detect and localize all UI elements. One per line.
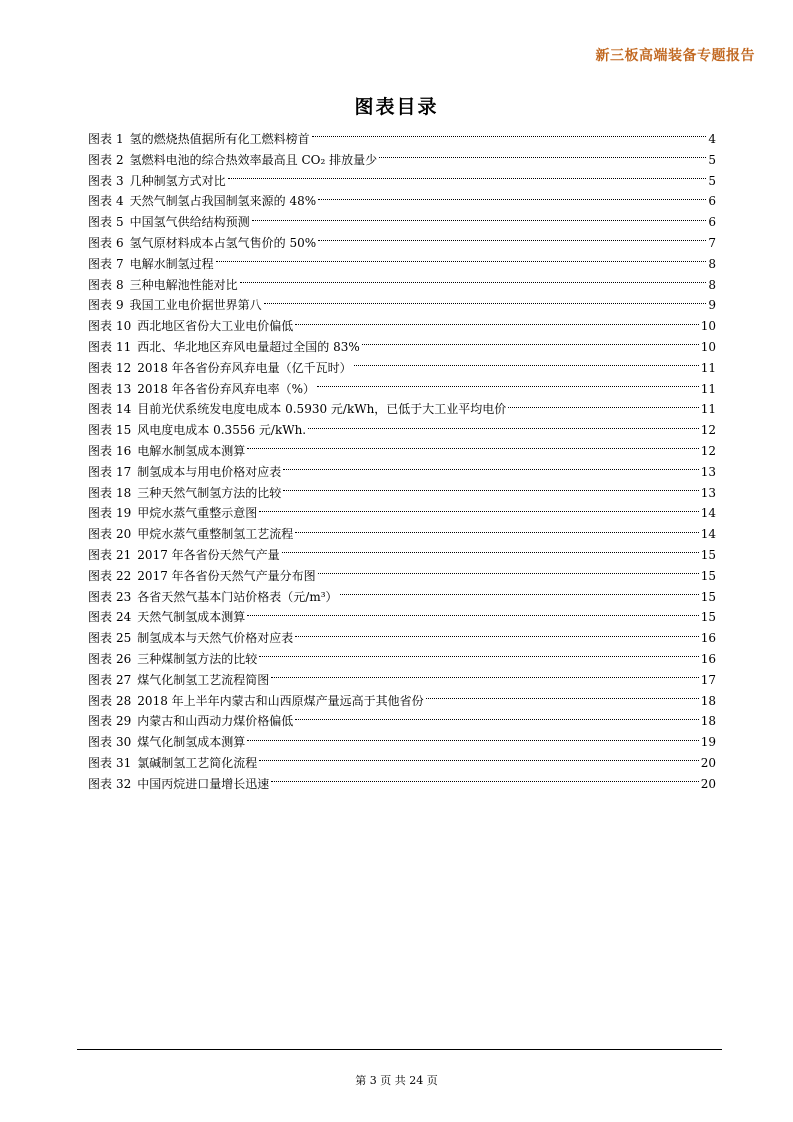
toc-entry-text: 制氢成本与用电价格对应表 bbox=[137, 464, 282, 479]
toc-entry-number: 27 bbox=[116, 672, 132, 687]
toc-entry-leader-dots bbox=[240, 281, 707, 283]
toc-entry-leader-dots bbox=[318, 198, 706, 200]
toc-entry-label bbox=[88, 732, 245, 753]
toc-entry-text: 氢燃料电池的综合热效率最高且 CO₂ 排放量少 bbox=[129, 152, 378, 167]
toc-entry-text: 煤气化制氢成本测算 bbox=[137, 735, 246, 750]
toc-entry-page-number: 15 bbox=[700, 589, 716, 604]
toc-entry-page-number: 15 bbox=[700, 547, 716, 562]
toc-entry-leader-dots bbox=[259, 759, 698, 761]
toc-entry-prefix: 图表 bbox=[88, 152, 113, 167]
toc-entry-prefix: 图表 bbox=[88, 319, 113, 334]
toc-entry-page-number: 8 bbox=[708, 277, 716, 292]
toc-entry-page-number: 13 bbox=[700, 485, 716, 500]
toc-entry[interactable] bbox=[88, 711, 716, 732]
toc-entry-text: 2017 年各省份天然气产量 bbox=[137, 547, 280, 562]
toc-entry-label bbox=[88, 399, 506, 420]
toc-entry[interactable] bbox=[88, 358, 716, 379]
toc-entry-label bbox=[88, 275, 238, 296]
report-header-title: 新三板高端装备专题报告 bbox=[595, 48, 755, 64]
toc-entry-label bbox=[88, 587, 338, 608]
toc-entry-number: 20 bbox=[116, 527, 132, 542]
toc-entry-number: 17 bbox=[116, 464, 132, 479]
toc-entry-page-number: 19 bbox=[700, 735, 716, 750]
toc-entry-text: 氢的燃烧热值据所有化工燃料榜首 bbox=[129, 132, 310, 146]
toc-entry-prefix: 图表 bbox=[88, 714, 113, 729]
toc-entry-page-number: 5 bbox=[708, 152, 716, 167]
toc-entry-text: 2018 年各省份弃风弃电量（亿千瓦时） bbox=[137, 360, 352, 375]
footer-page-info: 第 3 页 共 24 页 bbox=[355, 1074, 438, 1087]
toc-entry-prefix: 图表 bbox=[88, 631, 113, 646]
toc-entry-leader-dots bbox=[228, 177, 707, 179]
toc-entry[interactable] bbox=[88, 337, 716, 358]
toc-entry[interactable] bbox=[88, 774, 716, 795]
toc-entry-leader-dots bbox=[259, 655, 698, 657]
toc-entry-prefix: 图表 bbox=[88, 527, 113, 542]
toc-entry-number: 19 bbox=[116, 506, 132, 521]
toc-entry-prefix: 图表 bbox=[88, 464, 113, 479]
toc-entry-label bbox=[88, 753, 257, 774]
toc-entry[interactable] bbox=[88, 191, 716, 212]
toc-entry-prefix: 图表 bbox=[88, 194, 113, 209]
toc-entry-text: 各省天然气基本门站价格表（元/m³） bbox=[137, 589, 338, 604]
toc-entry-number: 8 bbox=[116, 277, 124, 292]
toc-entry-leader-dots bbox=[312, 135, 707, 137]
toc-entry-label bbox=[88, 774, 269, 795]
toc-entry-number: 9 bbox=[116, 298, 124, 313]
toc-entry[interactable] bbox=[88, 462, 716, 483]
toc-entry-text: 天然气制氢成本测算 bbox=[137, 610, 246, 625]
toc-entry-leader-dots bbox=[295, 718, 698, 720]
toc-entry-number: 5 bbox=[116, 215, 124, 230]
toc-entry-label bbox=[88, 191, 316, 212]
toc-entry-number: 12 bbox=[116, 360, 132, 375]
toc-entry-text: 2018 年各省份弃风弃电率（%） bbox=[137, 381, 316, 396]
toc-entry-page-number: 20 bbox=[700, 755, 716, 770]
toc-entry-text: 我国工业电价据世界第八 bbox=[129, 298, 262, 313]
toc-entry-number: 14 bbox=[116, 402, 132, 417]
toc-entry-number: 6 bbox=[116, 235, 124, 250]
toc-entry-label bbox=[88, 462, 281, 483]
toc-entry-text: 氢气原材料成本占氢气售价的 50% bbox=[129, 235, 317, 250]
toc-entry-prefix: 图表 bbox=[88, 256, 113, 271]
toc-entry[interactable] bbox=[88, 212, 716, 233]
toc-entry-text: 风电度电成本 0.3556 元/kWh. bbox=[137, 423, 307, 438]
toc-entry-label bbox=[88, 129, 310, 150]
toc-entry-number: 10 bbox=[116, 319, 132, 334]
toc-entry-page-number: 8 bbox=[708, 256, 716, 271]
toc-entry-text: 几种制氢方式对比 bbox=[129, 173, 226, 188]
toc-entry-page-number: 5 bbox=[708, 173, 716, 188]
toc-entry-prefix: 图表 bbox=[88, 402, 113, 417]
toc-entry-prefix: 图表 bbox=[88, 693, 113, 708]
toc-entry-leader-dots bbox=[247, 614, 698, 616]
toc-entry-label bbox=[88, 628, 293, 649]
toc-entry-prefix: 图表 bbox=[88, 776, 113, 791]
toc-entry-leader-dots bbox=[259, 510, 698, 512]
toc-entry-leader-dots bbox=[295, 323, 698, 325]
toc-entry-page-number: 11 bbox=[700, 360, 716, 375]
toc-entry-page-number: 13 bbox=[700, 464, 716, 479]
toc-entry-leader-dots bbox=[318, 239, 706, 241]
toc-list bbox=[88, 129, 716, 795]
toc-entry-number: 7 bbox=[116, 256, 124, 271]
toc-entry-leader-dots bbox=[340, 593, 699, 595]
toc-entry-prefix: 图表 bbox=[88, 298, 113, 313]
toc-entry-prefix: 图表 bbox=[88, 339, 113, 354]
toc-entry-number: 16 bbox=[116, 443, 132, 458]
toc-entry-prefix: 图表 bbox=[88, 381, 113, 396]
toc-entry-leader-dots bbox=[271, 676, 698, 678]
toc-entry-page-number: 11 bbox=[700, 402, 716, 417]
toc-entry[interactable] bbox=[88, 732, 716, 753]
toc-entry-page-number: 17 bbox=[700, 672, 716, 687]
toc-entry-page-number: 7 bbox=[708, 235, 716, 250]
toc-entry-leader-dots bbox=[247, 447, 698, 449]
toc-entry-number: 4 bbox=[116, 194, 124, 209]
toc-entry[interactable] bbox=[88, 275, 716, 296]
toc-entry-number: 23 bbox=[116, 589, 132, 604]
toc-entry-label bbox=[88, 691, 424, 712]
toc-entry-label bbox=[88, 233, 316, 254]
toc-entry[interactable] bbox=[88, 483, 716, 504]
toc-entry-prefix: 图表 bbox=[88, 672, 113, 687]
toc-entry-page-number: 14 bbox=[700, 506, 716, 521]
toc-entry-number: 18 bbox=[116, 485, 132, 500]
toc-title: 图表目录 bbox=[354, 96, 439, 118]
toc-entry-label bbox=[88, 566, 316, 587]
toc-entry-label bbox=[88, 711, 293, 732]
toc-entry-number: 28 bbox=[116, 693, 132, 708]
toc-entry-leader-dots bbox=[283, 468, 698, 470]
toc-entry[interactable] bbox=[88, 524, 716, 545]
toc-entry[interactable] bbox=[88, 503, 716, 524]
toc-entry-page-number: 10 bbox=[700, 339, 716, 354]
toc-entry[interactable] bbox=[88, 607, 716, 628]
toc-entry-number: 21 bbox=[116, 547, 132, 562]
toc-entry-number: 3 bbox=[116, 173, 124, 188]
toc-entry-number: 22 bbox=[116, 568, 132, 583]
toc-entry-number: 1 bbox=[116, 132, 124, 146]
toc-entry-number: 2 bbox=[116, 152, 124, 167]
toc-entry-label bbox=[88, 212, 250, 233]
toc-entry-prefix: 图表 bbox=[88, 173, 113, 188]
toc-entry-text: 天然气制氢占我国制氢来源的 48% bbox=[129, 194, 317, 209]
toc-entry-label bbox=[88, 607, 245, 628]
toc-entry-label bbox=[88, 254, 214, 275]
toc-entry-page-number: 11 bbox=[700, 381, 716, 396]
toc-entry-prefix: 图表 bbox=[88, 423, 113, 438]
toc-entry[interactable] bbox=[88, 587, 716, 608]
toc-entry-label bbox=[88, 524, 293, 545]
toc-entry-leader-dots bbox=[271, 780, 698, 782]
toc-entry-number: 32 bbox=[116, 776, 132, 791]
toc-entry-text: 甲烷水蒸气重整制氢工艺流程 bbox=[137, 527, 294, 542]
toc-entry-prefix: 图表 bbox=[88, 547, 113, 562]
toc-entry-prefix: 图表 bbox=[88, 277, 113, 292]
toc-entry-leader-dots bbox=[282, 551, 699, 553]
toc-entry-prefix: 图表 bbox=[88, 735, 113, 750]
toc-entry[interactable] bbox=[88, 691, 716, 712]
toc-entry-number: 11 bbox=[116, 339, 132, 354]
toc-entry-page-number: 16 bbox=[700, 651, 716, 666]
toc-entry-page-number: 18 bbox=[700, 693, 716, 708]
toc-entry-leader-dots bbox=[216, 260, 707, 262]
toc-entry-leader-dots bbox=[426, 697, 699, 699]
toc-entry-prefix: 图表 bbox=[88, 360, 113, 375]
toc-entry-page-number: 12 bbox=[700, 423, 716, 438]
toc-entry-label bbox=[88, 545, 280, 566]
toc-entry-leader-dots bbox=[318, 572, 699, 574]
toc-entry-prefix: 图表 bbox=[88, 215, 113, 230]
toc-entry-text: 西北地区省份大工业电价偏低 bbox=[137, 319, 294, 334]
toc-entry-text: 制氢成本与天然气价格对应表 bbox=[137, 631, 294, 646]
toc-entry-label bbox=[88, 503, 257, 524]
toc-entry[interactable] bbox=[88, 545, 716, 566]
toc-entry-number: 13 bbox=[116, 381, 132, 396]
toc-entry-label bbox=[88, 649, 257, 670]
toc-entry-leader-dots bbox=[264, 302, 707, 304]
toc-entry-prefix: 图表 bbox=[88, 568, 113, 583]
toc-entry-number: 30 bbox=[116, 735, 132, 750]
toc-entry-leader-dots bbox=[317, 385, 699, 387]
toc-entry-text: 电解水制氢过程 bbox=[129, 256, 214, 271]
toc-entry[interactable] bbox=[88, 420, 716, 441]
toc-entry-page-number: 15 bbox=[700, 568, 716, 583]
toc-entry-number: 29 bbox=[116, 714, 132, 729]
toc-entry-page-number: 10 bbox=[700, 319, 716, 334]
toc-entry-number: 25 bbox=[116, 631, 132, 646]
toc-entry-label bbox=[88, 420, 306, 441]
toc-entry-leader-dots bbox=[247, 739, 698, 741]
toc-entry-text: 2017 年各省份天然气产量分布图 bbox=[137, 568, 316, 583]
toc-entry[interactable] bbox=[88, 295, 716, 316]
toc-entry-text: 中国氢气供给结构预测 bbox=[129, 215, 250, 230]
toc-entry[interactable] bbox=[88, 649, 716, 670]
toc-entry-prefix: 图表 bbox=[88, 651, 113, 666]
toc-entry-label bbox=[88, 358, 352, 379]
toc-entry-label bbox=[88, 483, 281, 504]
toc-entry-number: 31 bbox=[116, 755, 132, 770]
toc-entry-prefix: 图表 bbox=[88, 755, 113, 770]
toc-entry-page-number: 16 bbox=[700, 631, 716, 646]
toc-entry-text: 中国丙烷进口量增长迅速 bbox=[137, 776, 270, 791]
toc-entry-page-number: 6 bbox=[708, 215, 716, 230]
toc-entry-prefix: 图表 bbox=[88, 589, 113, 604]
toc-entry-leader-dots bbox=[295, 635, 698, 637]
toc-entry[interactable] bbox=[88, 753, 716, 774]
toc-entry-text: 三种电解池性能对比 bbox=[129, 277, 238, 292]
toc-entry-number: 24 bbox=[116, 610, 132, 625]
toc-entry-leader-dots bbox=[379, 156, 706, 158]
toc-entry-text: 氯碱制氢工艺简化流程 bbox=[137, 755, 258, 770]
toc-entry-prefix: 图表 bbox=[88, 485, 113, 500]
toc-entry-text: 目前光伏系统发电度电成本 0.5930 元/kWh，已低于大工业平均电价 bbox=[137, 402, 507, 417]
toc-entry-page-number: 14 bbox=[700, 527, 716, 542]
toc-entry-prefix: 图表 bbox=[88, 235, 113, 250]
toc-entry-label bbox=[88, 316, 293, 337]
toc-entry-page-number: 4 bbox=[708, 132, 716, 146]
toc-entry[interactable] bbox=[88, 171, 716, 192]
toc-entry-label bbox=[88, 441, 245, 462]
toc-entry[interactable] bbox=[88, 441, 716, 462]
toc-entry[interactable] bbox=[88, 670, 716, 691]
toc-entry[interactable] bbox=[88, 566, 716, 587]
toc-entry-leader-dots bbox=[308, 427, 699, 429]
toc-entry-label bbox=[88, 150, 377, 171]
toc-entry-label bbox=[88, 295, 262, 316]
toc-entry-leader-dots bbox=[362, 343, 699, 345]
toc-entry-prefix: 图表 bbox=[88, 132, 113, 146]
toc-entry[interactable] bbox=[88, 150, 716, 171]
toc-entry-label bbox=[88, 379, 315, 400]
toc-entry-text: 电解水制氢成本测算 bbox=[137, 443, 246, 458]
toc-entry-leader-dots bbox=[252, 219, 707, 221]
toc-entry-page-number: 9 bbox=[708, 298, 716, 313]
toc-entry[interactable] bbox=[88, 628, 716, 649]
toc-entry-leader-dots bbox=[354, 364, 699, 366]
footer-divider bbox=[77, 1049, 722, 1050]
toc-entry-page-number: 18 bbox=[700, 714, 716, 729]
toc-entry-prefix: 图表 bbox=[88, 443, 113, 458]
toc-entry-text: 三种煤制氢方法的比较 bbox=[137, 651, 258, 666]
toc-entry-text: 内蒙古和山西动力煤价格偏低 bbox=[137, 714, 294, 729]
toc-entry-page-number: 15 bbox=[700, 610, 716, 625]
toc-entry-number: 15 bbox=[116, 423, 132, 438]
toc-entry-text: 三种天然气制氢方法的比较 bbox=[137, 485, 282, 500]
toc-entry-page-number: 12 bbox=[700, 443, 716, 458]
toc-entry-number: 26 bbox=[116, 651, 132, 666]
toc-entry-text: 煤气化制氢工艺流程简图 bbox=[137, 672, 270, 687]
toc-entry[interactable] bbox=[88, 399, 716, 420]
toc-entry[interactable] bbox=[88, 254, 716, 275]
toc-entry-prefix: 图表 bbox=[88, 506, 113, 521]
toc-entry[interactable] bbox=[88, 233, 716, 254]
toc-entry-text: 西北、华北地区弃风电量超过全国的 83% bbox=[137, 339, 360, 354]
toc-entry[interactable] bbox=[88, 129, 716, 150]
toc-entry-label bbox=[88, 670, 269, 691]
toc-entry-page-number: 20 bbox=[700, 776, 716, 791]
toc-entry-label bbox=[88, 171, 226, 192]
toc-entry-text: 甲烷水蒸气重整示意图 bbox=[137, 506, 258, 521]
toc-entry[interactable] bbox=[88, 316, 716, 337]
toc-entry-label bbox=[88, 337, 360, 358]
toc-entry-leader-dots bbox=[295, 531, 698, 533]
toc-entry-page-number: 6 bbox=[708, 194, 716, 209]
toc-entry-leader-dots bbox=[283, 489, 698, 491]
toc-entry-prefix: 图表 bbox=[88, 610, 113, 625]
toc-entry-leader-dots bbox=[508, 406, 698, 408]
toc-entry-text: 2018 年上半年内蒙古和山西原煤产量远高于其他省份 bbox=[137, 693, 424, 708]
toc-entry[interactable] bbox=[88, 379, 716, 400]
